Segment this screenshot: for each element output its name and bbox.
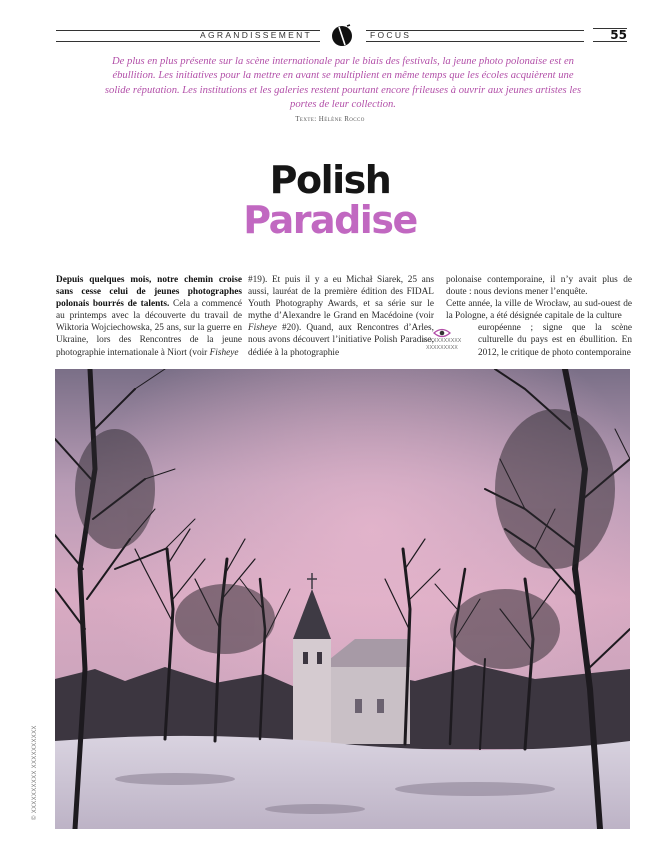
body-text: polonaise contemporaine, il n’y avait plus de doute : nous devions mener l’enquête. — [446, 275, 632, 298]
body-text: Cette année, la ville de Wrocław, au sud-ouest de la Pologne, a été désignée capitale de la culture — [446, 299, 632, 322]
page-number: 55 — [593, 28, 627, 42]
article-title-line1: Polish — [269, 158, 391, 202]
section-label: AGRANDISSEMENT — [200, 30, 313, 40]
body-text: européenne ; signe que la scène culturelle du pays est en ébullition. En 2012, le critique de photo contemporaine — [478, 323, 632, 358]
photo-credit: © XXXXXXXXXX XXXXXXXXXX — [32, 725, 38, 820]
author-credit: Texte: Hélène Rocco — [295, 115, 365, 123]
body-text: #20). Quand, aux Rencontres d’Arles, nous avons découvert l’initiative Polish Paradise, dédiée à la photographie — [248, 323, 434, 358]
body-text: #19). Et puis il y a eu Michał Siarek, 25 ans aussi, lauréat de la première édition des FIDAL Youth Photography Awards, et sa série sur le mythe d’Alexandre le Grand en Macédoine (voir — [248, 275, 434, 322]
body-column-2 — [248, 274, 434, 359]
rubric-label: FOCUS — [370, 30, 412, 40]
header-rule-bottom-left — [56, 41, 320, 42]
magazine-title: Fisheye — [248, 323, 277, 334]
eye-icon — [433, 328, 451, 338]
article-title-line2: Paradise — [243, 198, 417, 242]
church-winter-photo — [55, 369, 630, 829]
badge-line2: XXXXXXXXX — [426, 345, 458, 351]
intro-standfirst: De plus en plus présente sur la scène internationale par le biais des festivals, la jeune photo polonaise est en ébullition. Les initiatives pour la mettre en avant se multiplient en même temps que les écoles acquièrent une solide réputation. Les institutions et les galeries restent pourtant encore frileuses à ouvrir aux jeunes artistes les portes de leur collection. — [104, 56, 582, 111]
header-rule-bottom-right — [366, 41, 584, 42]
bomb-icon — [330, 24, 354, 48]
lead-paragraph: Depuis quelques mois, notre chemin croise sans cesse celui de jeunes photographes polonais bourrés de talents. — [56, 275, 242, 310]
badge-logo — [421, 328, 463, 352]
badge-line1: XXXXXXXXXXX — [422, 338, 462, 344]
body-column-3 — [446, 274, 632, 359]
body-column-1 — [56, 274, 242, 359]
magazine-title: Fisheye — [209, 347, 239, 358]
body-text: Cela a commencé au printemps avec la découverte du travail de Wiktoria Wojciechowska, 25 ans, sur la guerre en Ukraine, lors des Rencontres de la jeune photographie internationale à Niort (voir — [56, 299, 242, 358]
